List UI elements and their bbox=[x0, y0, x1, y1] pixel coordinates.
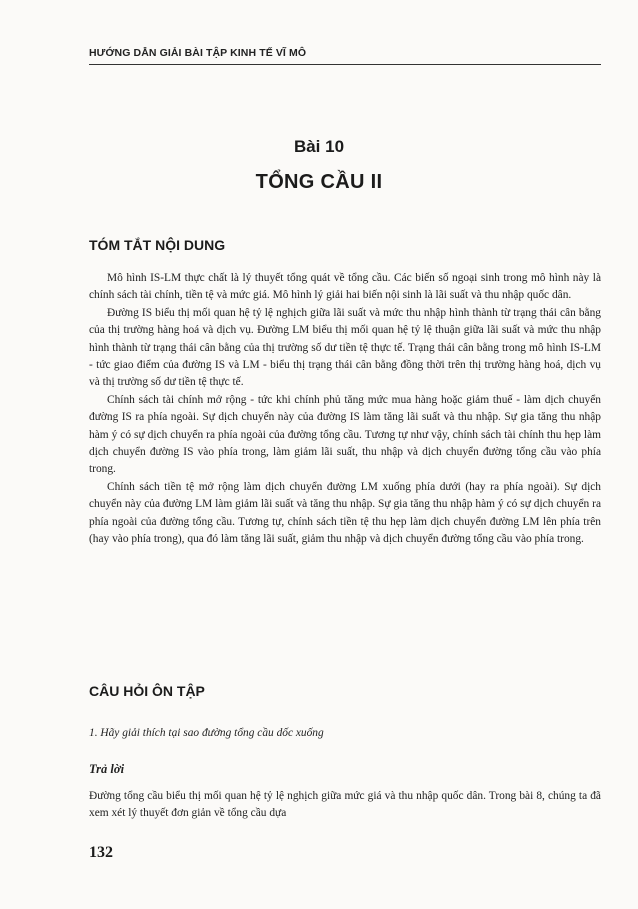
paragraph: Chính sách tài chính mở rộng - tức khi chính phủ tăng mức mua hàng hoặc giảm thuế - làm dịch chuyển đường IS ra phía ngoài. Sự dịch chuyển này của đường IS làm tăng lãi suất và thu nhập. Sự gia tăng thu nhập hàm ý có sự dịch chuyển ra phía ngoài của đường tổng cầu. Tương tự như vậy, chính sách tài chính thu hẹp làm dịch chuyển đường IS vào phía trong, làm giảm lãi suất, thu nhập và dịch chuyển đường tổng cầu vào phía trong. bbox=[89, 393, 601, 476]
answer-paragraph: Đường tổng cầu biểu thị mối quan hệ tỷ lệ nghịch giữa mức giá và thu nhập quốc dân. Trong bài 8, chúng ta đã xem xét lý thuyết đơn giản về tổng cầu dựa bbox=[89, 790, 601, 820]
answer-body bbox=[89, 788, 601, 823]
review-question: 1. Hãy giải thích tại sao đường tổng cầu dốc xuống bbox=[89, 727, 324, 739]
chapter-title: TỔNG CẦU II bbox=[255, 171, 383, 193]
paragraph: Mô hình IS-LM thực chất là lý thuyết tổng quát về tổng cầu. Các biến số ngoại sinh trong mô hình này là chính sách tài chính, tiền tệ và mức giá. Mô hình lý giải hai biến nội sinh là lãi suất và thu nhập quốc dân. bbox=[89, 272, 601, 302]
section-heading-summary: TÓM TẮT NỘI DUNG bbox=[89, 237, 226, 253]
section-heading-review: CÂU HỎI ÔN TẬP bbox=[89, 683, 205, 699]
paragraph: Chính sách tiền tệ mở rộng làm dịch chuyển đường LM xuống phía dưới (hay ra phía ngoài). Sự dịch chuyển này của đường LM làm giảm lãi suất và tăng thu nhập. Sự gia tăng thu nhập hàm ý có sự dịch chuyển ra phía ngoài của đường tổng cầu. Tương tự, chính sách tiền tệ thu hẹp làm dịch chuyển đường LM lên phía trên (hay vào phía trong), qua đó làm tăng lãi suất, giảm thu nhập và dịch chuyển đường tổng cầu vào phía trong. bbox=[89, 480, 601, 546]
answer-label: Trả lời bbox=[89, 762, 125, 776]
paragraph: Đường IS biểu thị mối quan hệ tỷ lệ nghịch giữa lãi suất và mức thu nhập hình thành từ trạng thái cân bằng của thị trường hàng hoá và dịch vụ. Đường LM biểu thị mối quan hệ tỷ lệ thuận giữa lãi suất và mức thu nhập hình thành từ trạng thái cân bằng của thị trường số dư tiền tệ thực tế. Trạng thái cân bằng trong mô hình IS-LM - tức giao điểm của đường IS và LM - biểu thị trạng thái cân bằng đồng thời trên thị trường hàng hoá, dịch vụ và thị trường số dư tiền tệ thực tế. bbox=[89, 306, 601, 389]
lesson-number: Bài 10 bbox=[293, 137, 345, 156]
page-number: 132 bbox=[89, 844, 113, 861]
running-header: HƯỚNG DẪN GIẢI BÀI TẬP KINH TẾ VĨ MÔ bbox=[89, 47, 307, 59]
summary-body bbox=[89, 270, 601, 549]
header-rule bbox=[89, 64, 601, 65]
